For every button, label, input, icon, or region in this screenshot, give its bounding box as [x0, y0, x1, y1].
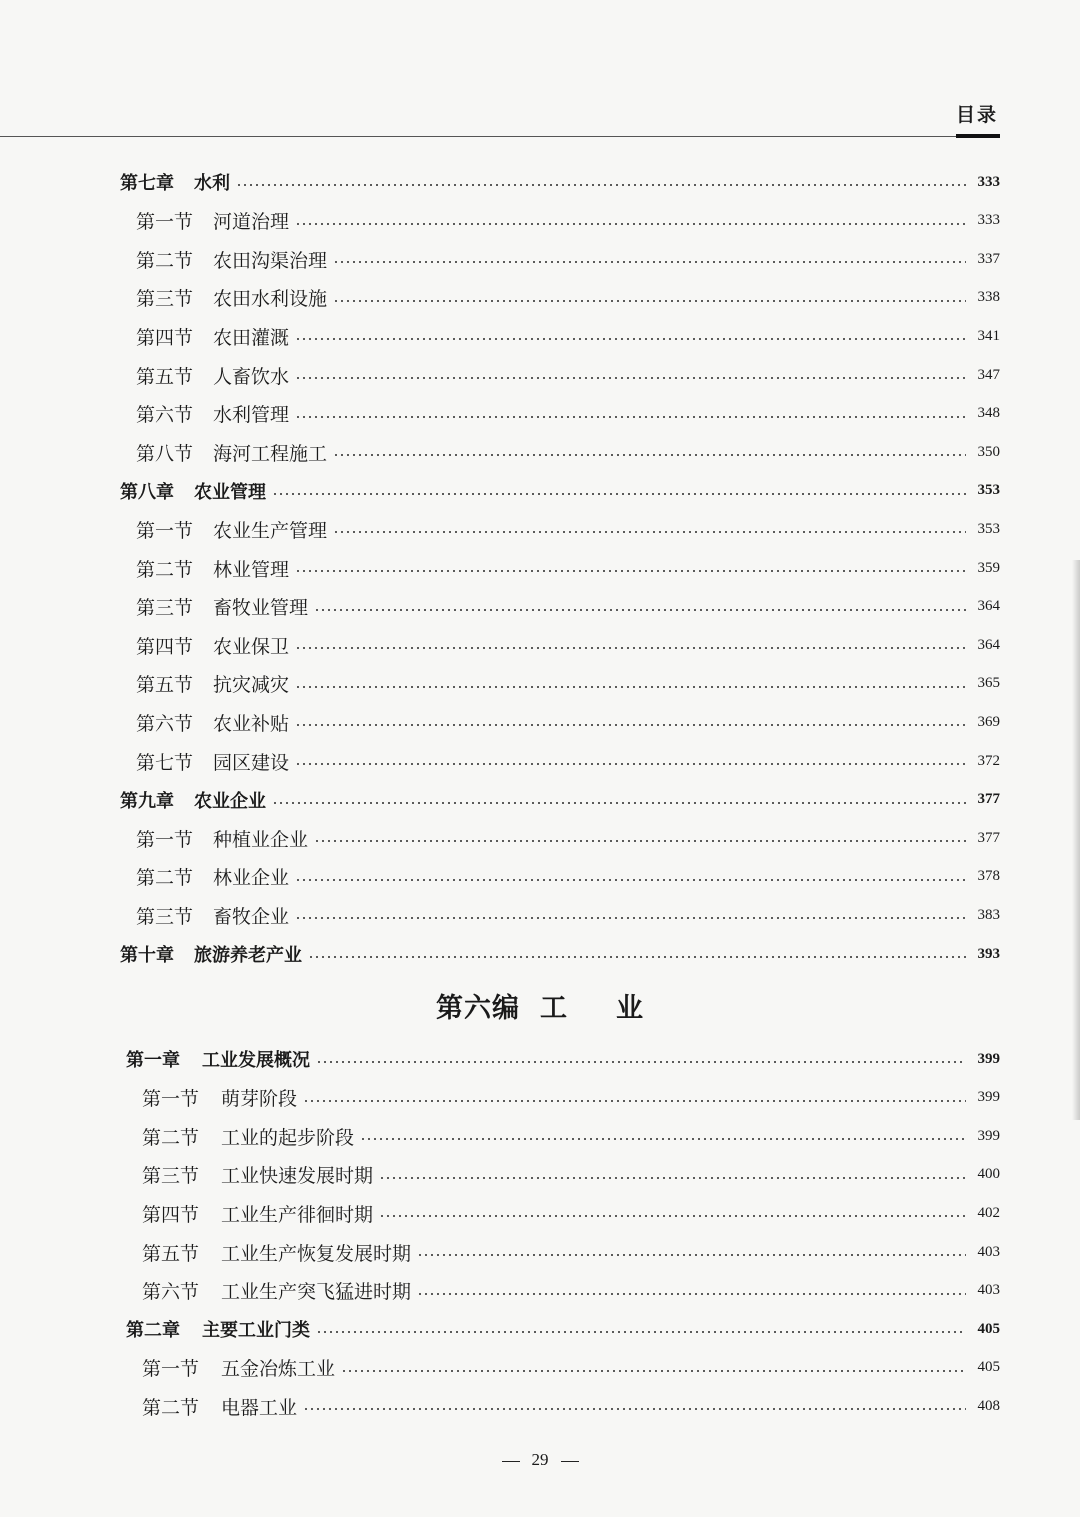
toc-leader-dots [360, 1138, 966, 1140]
toc-entry-number: 第一章 [126, 1050, 180, 1071]
toc-entry-page: 365 [977, 675, 1000, 692]
header-label: 目录 [955, 104, 998, 126]
toc-entry-number: 第一节 [136, 828, 194, 851]
toc-chapter-entry[interactable] [120, 940, 1000, 968]
toc-leader-dots [303, 1100, 966, 1102]
toc-entry-number: 第二节 [136, 558, 194, 581]
toc-entry-page: 350 [977, 443, 1000, 460]
toc-leader-dots [295, 686, 966, 688]
toc-leader-dots [272, 802, 966, 804]
toc-entry-number: 第四节 [142, 1203, 200, 1226]
toc-entry-number: 第十章 [120, 945, 174, 966]
toc-section-entry[interactable] [142, 1354, 1000, 1382]
toc-entry-page: 347 [977, 366, 1000, 383]
toc-leader-dots [333, 300, 966, 302]
page-number: 29 [531, 1450, 549, 1469]
toc-section-entry[interactable] [136, 284, 1000, 312]
toc-entry-number: 第六节 [142, 1281, 200, 1304]
header-rule-accent [956, 134, 1000, 138]
page-footer [0, 1450, 1080, 1470]
toc-entry-page: 372 [977, 752, 1000, 769]
toc-entry-number: 第二节 [142, 1126, 200, 1149]
toc-entry-number: 第八节 [136, 442, 194, 465]
toc-leader-dots [295, 416, 966, 418]
toc-entry-title: 河道治理 [213, 211, 290, 234]
toc-chapter-entry[interactable] [126, 1315, 1000, 1343]
page-edge-shadow [1072, 560, 1080, 1120]
toc-entry-page: 341 [977, 327, 1000, 344]
toc-entry-page: 333 [977, 173, 1000, 190]
toc-entry-title: 旅游养老产业 [194, 945, 302, 966]
toc-leader-dots [295, 377, 966, 379]
toc-entry-number: 第三节 [136, 288, 194, 311]
toc-entry-page: 399 [977, 1127, 1000, 1144]
toc-entry-page: 383 [977, 906, 1000, 923]
toc-entry-number: 第二节 [142, 1396, 200, 1419]
toc-leader-dots [308, 956, 966, 958]
toc-section-entry[interactable] [136, 747, 1000, 775]
toc-entry-page: 353 [977, 520, 1000, 537]
toc-entry-title: 畜牧业管理 [213, 597, 309, 620]
part-heading [0, 986, 1080, 1025]
toc-section-entry[interactable] [142, 1277, 1000, 1305]
toc-entry-page: 364 [977, 636, 1000, 653]
toc-entry-title: 畜牧企业 [213, 905, 290, 928]
toc-entry-number: 第四节 [136, 635, 194, 658]
toc-entry-page: 353 [977, 482, 1000, 499]
toc-entry-page: 405 [977, 1359, 1000, 1376]
toc-section-entry[interactable] [136, 670, 1000, 698]
toc-entry-page: 369 [977, 713, 1000, 730]
toc-entry-number: 第三节 [136, 905, 194, 928]
toc-leader-dots [316, 1331, 966, 1333]
toc-leader-dots [295, 223, 966, 225]
toc-leader-dots [341, 1370, 966, 1372]
toc-entry-page: 338 [977, 289, 1000, 306]
toc-entry-title: 工业快速发展时期 [221, 1165, 374, 1188]
toc-entry-page: 348 [977, 405, 1000, 422]
toc-entry-title: 农田沟渠治理 [213, 249, 328, 272]
toc-entry-title: 林业企业 [213, 867, 290, 890]
toc-entry-number: 第七章 [120, 173, 174, 194]
toc-entry-title: 农业补贴 [213, 712, 290, 735]
toc-entry-number: 第六节 [136, 712, 194, 735]
toc-leader-dots [314, 609, 966, 611]
toc-entry-page: 405 [977, 1320, 1000, 1337]
footer-dash-left [502, 1461, 520, 1462]
toc-entry-title: 工业发展概况 [202, 1050, 310, 1071]
toc-leader-dots [295, 724, 966, 726]
toc-entry-page: 408 [977, 1397, 1000, 1414]
toc-section-entry[interactable] [136, 400, 1000, 428]
toc-section-entry[interactable] [142, 1392, 1000, 1420]
toc-entry-page: 400 [977, 1166, 1000, 1183]
toc-leader-dots [333, 261, 966, 263]
toc-entry-title: 农业管理 [194, 481, 266, 503]
toc-section-entry[interactable] [142, 1122, 1000, 1150]
toc-leader-dots [236, 184, 966, 186]
toc-entry-title: 主要工业门类 [202, 1320, 310, 1342]
toc-leader-dots [417, 1293, 966, 1295]
toc-section-entry[interactable] [136, 207, 1000, 235]
toc-entry-number: 第一节 [136, 519, 194, 542]
toc-entry-number: 第九章 [120, 790, 174, 812]
toc-leader-dots [272, 493, 966, 495]
toc-entry-page: 403 [977, 1282, 1000, 1299]
toc-section-entry[interactable] [136, 863, 1000, 891]
toc-section-entry[interactable] [142, 1238, 1000, 1266]
toc-entry-page: 359 [977, 559, 1000, 576]
toc-entry-page: 399 [977, 1050, 1000, 1067]
toc-entry-title: 农田灌溉 [213, 326, 290, 349]
toc-entry-number: 第五节 [136, 365, 194, 388]
toc-entry-title: 电器工业 [221, 1396, 298, 1419]
toc-entry-page: 377 [977, 791, 1000, 808]
toc-leader-dots [417, 1254, 966, 1256]
toc-section-entry[interactable] [136, 361, 1000, 389]
toc-entry-title: 农业生产管理 [213, 519, 328, 542]
toc-chapter-entry[interactable] [126, 1045, 1000, 1073]
toc-entry-title: 工业的起步阶段 [221, 1126, 355, 1149]
part-title-second: 业 [616, 993, 644, 1024]
toc-entry-number: 第二节 [136, 867, 194, 890]
toc-entry-title: 农业保卫 [213, 635, 290, 658]
toc-entry-number: 第三节 [142, 1165, 200, 1188]
toc-leader-dots [295, 647, 966, 649]
toc-section-entry[interactable] [136, 554, 1000, 582]
toc-leader-dots [295, 879, 966, 881]
toc-section-entry[interactable] [136, 245, 1000, 273]
toc-leader-dots [316, 1061, 966, 1063]
part-title-first: 工 [540, 993, 568, 1024]
toc-entry-number: 第六节 [136, 404, 194, 427]
footer-dash-right [561, 1461, 579, 1462]
toc-entry-number: 第二章 [126, 1320, 180, 1342]
toc-section-entry[interactable] [142, 1199, 1000, 1227]
toc-entry-title: 林业管理 [213, 558, 290, 581]
toc-entry-page: 337 [977, 250, 1000, 267]
toc-entry-page: 377 [977, 829, 1000, 846]
toc-entry-number: 第三节 [136, 597, 194, 620]
toc-section-entry[interactable] [136, 708, 1000, 736]
toc-leader-dots [314, 840, 966, 842]
toc-entry-title: 种植业企业 [213, 828, 309, 851]
toc-entry-title: 工业生产恢复发展时期 [221, 1242, 412, 1265]
toc-section-entry[interactable] [142, 1161, 1000, 1189]
toc-section-entry[interactable] [136, 824, 1000, 852]
toc-chapter-entry[interactable] [120, 477, 1000, 505]
toc-entry-number: 第一节 [142, 1358, 200, 1381]
toc-entry-page: 333 [977, 212, 1000, 229]
toc-entry-title: 农田水利设施 [213, 288, 328, 311]
toc-entry-number: 第八章 [120, 481, 174, 503]
toc-entry-title: 水利 [194, 173, 230, 194]
toc-entry-title: 海河工程施工 [213, 442, 328, 465]
toc-section-entry[interactable] [136, 322, 1000, 350]
toc-entry-title: 萌芽阶段 [221, 1088, 298, 1111]
toc-entry-title: 工业生产徘徊时期 [221, 1203, 374, 1226]
toc-leader-dots [379, 1177, 966, 1179]
toc-entry-page: 399 [977, 1089, 1000, 1106]
toc-leader-dots [295, 338, 966, 340]
toc-chapter-entry[interactable] [120, 786, 1000, 814]
toc-entry-title: 人畜饮水 [213, 365, 290, 388]
toc-leader-dots [303, 1408, 966, 1410]
toc-entry-title: 水利管理 [213, 404, 290, 427]
toc-entry-number: 第四节 [136, 326, 194, 349]
toc-entry-title: 工业生产突飞猛进时期 [221, 1281, 412, 1304]
header-rule [0, 136, 1000, 137]
toc-entry-title: 农业企业 [194, 790, 266, 812]
toc-entry-number: 第一节 [142, 1088, 200, 1111]
toc-leader-dots [295, 570, 966, 572]
toc-section-entry[interactable] [136, 438, 1000, 466]
toc-leader-dots [295, 763, 966, 765]
toc-leader-dots [295, 917, 966, 919]
toc-entry-number: 第七节 [136, 751, 194, 774]
toc-entry-title: 五金冶炼工业 [221, 1358, 336, 1381]
toc-entry-number: 第一节 [136, 211, 194, 234]
toc-entry-number: 第二节 [136, 249, 194, 272]
toc-leader-dots [379, 1215, 966, 1217]
toc-entry-page: 393 [977, 945, 1000, 962]
toc-entry-page: 364 [977, 598, 1000, 615]
toc-leader-dots [333, 531, 966, 533]
toc-chapter-entry[interactable] [120, 168, 1000, 196]
toc-section-entry[interactable] [136, 515, 1000, 543]
toc-section-entry[interactable] [136, 593, 1000, 621]
toc-section-entry[interactable] [142, 1084, 1000, 1112]
toc-section-entry[interactable] [136, 631, 1000, 659]
toc-leader-dots [333, 454, 966, 456]
toc-section-entry[interactable] [136, 901, 1000, 929]
toc-entry-page: 403 [977, 1243, 1000, 1260]
toc-entry-title: 抗灾减灾 [213, 674, 290, 697]
toc-entry-title: 园区建设 [213, 751, 290, 774]
toc-entry-number: 第五节 [142, 1242, 200, 1265]
toc-entry-page: 402 [977, 1204, 1000, 1221]
toc-entry-number: 第五节 [136, 674, 194, 697]
toc-entry-page: 378 [977, 868, 1000, 885]
part-number: 第六编 [436, 993, 520, 1024]
